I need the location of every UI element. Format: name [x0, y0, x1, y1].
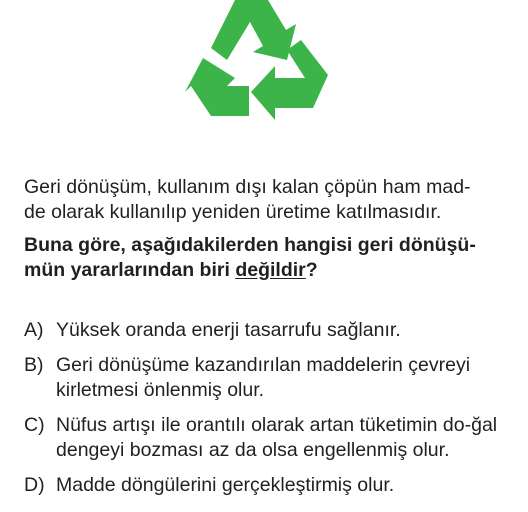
option-c-text: Nüfus artışı ile orantılı olarak artan tüketimin do-ğal dengeyi bozması az da olsa engellenmiş olur.	[56, 414, 498, 461]
question-stem	[24, 175, 514, 225]
option-b-letter: B)	[24, 354, 44, 376]
option-a-letter: A)	[24, 319, 44, 341]
question-mark: ?	[305, 259, 318, 281]
option-b[interactable]	[24, 353, 520, 403]
answer-options	[24, 318, 520, 508]
recycle-icon	[183, 0, 347, 148]
option-c-letter: C)	[24, 414, 45, 436]
stem-line-2: de olarak kullanılıp yeniden üretime katılmasıdır.	[24, 201, 442, 223]
option-b-text: Geri dönüşüme kazandırılan maddelerin çevreyi kirletmesi önlenmiş olur.	[56, 354, 471, 401]
option-d-letter: D)	[24, 474, 45, 496]
option-a-text: Yüksek oranda enerji tasarrufu sağlanır.	[56, 319, 401, 341]
question-negative-emphasis: değildir	[235, 259, 306, 281]
option-d[interactable]	[24, 473, 520, 498]
question-line-2-start: mün yararlarından biri	[24, 259, 236, 281]
question-line-1: Buna göre, aşağıdakilerden hangisi geri dönüşü-	[24, 234, 476, 256]
question-prompt	[24, 233, 514, 283]
option-c[interactable]	[24, 413, 520, 463]
option-d-text: Madde döngülerini gerçekleştirmiş olur.	[56, 474, 395, 496]
stem-line-1: Geri dönüşüm, kullanım dışı kalan çöpün ham mad-	[24, 176, 471, 198]
option-a[interactable]	[24, 318, 520, 343]
